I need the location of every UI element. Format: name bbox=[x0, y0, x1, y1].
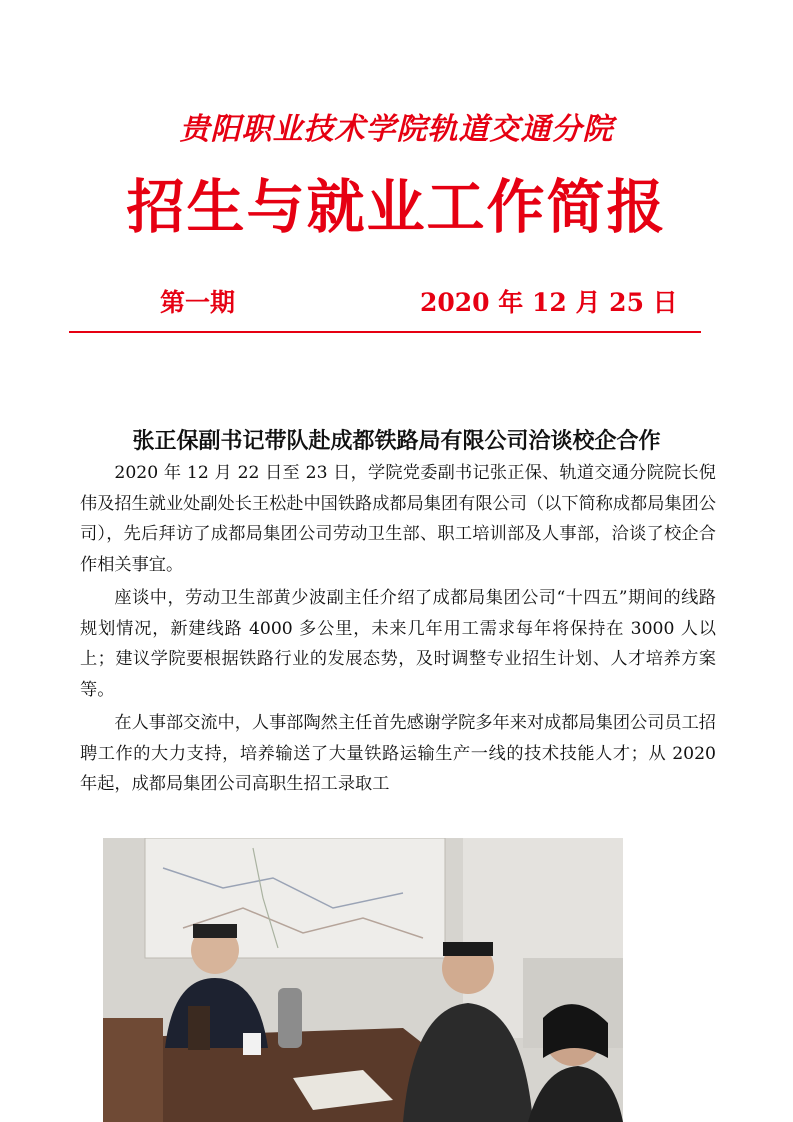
issue-number: 第一期 bbox=[160, 288, 236, 317]
article-headline: 张正保副书记带队赴成都铁路局有限公司洽谈校企合作 bbox=[132, 429, 661, 454]
header-divider bbox=[69, 331, 701, 333]
paragraph-3: 在人事部交流中，人事部陶然主任首先感谢学院多年来对成都局集团公司员工招聘工作的大力支持，培养输送了大量铁路运输生产一线的技术技能人才；从 2020 年起，成都局集团公司高职生招工录取工 bbox=[80, 713, 716, 794]
org-name: 贵阳职业技术学院轨道交通分院 bbox=[179, 112, 614, 147]
meeting-photo-illustration bbox=[103, 838, 623, 1122]
paragraph-1: 2020 年 12 月 22 日至 23 日，学院党委副书记张正保、轨道交通分院院长倪伟及招生就业处副处长王松赴中国铁路成都局集团有限公司（以下简称成都局集团公司），先后拜访了成都局集团公司劳动卫生部、职工培训部及人事部，洽谈了校企合作相关事宜。 bbox=[80, 463, 716, 575]
paragraph-2: 座谈中，劳动卫生部黄少波副主任介绍了成都局集团公司“十四五”期间的线路规划情况，新建线路 4000 多公里，未来几年用工需求每年将保持在 3000 人以上；建议学院要根据铁路行业的发展态势，及时调整专业招生计划、人才培养方案等。 bbox=[80, 588, 716, 700]
article-body bbox=[80, 458, 716, 803]
issue-date: 2020 年 12 月 25 日 bbox=[420, 288, 678, 317]
bulletin-title: 招生与就业工作简报 bbox=[126, 173, 667, 241]
meeting-photo bbox=[103, 838, 623, 1122]
